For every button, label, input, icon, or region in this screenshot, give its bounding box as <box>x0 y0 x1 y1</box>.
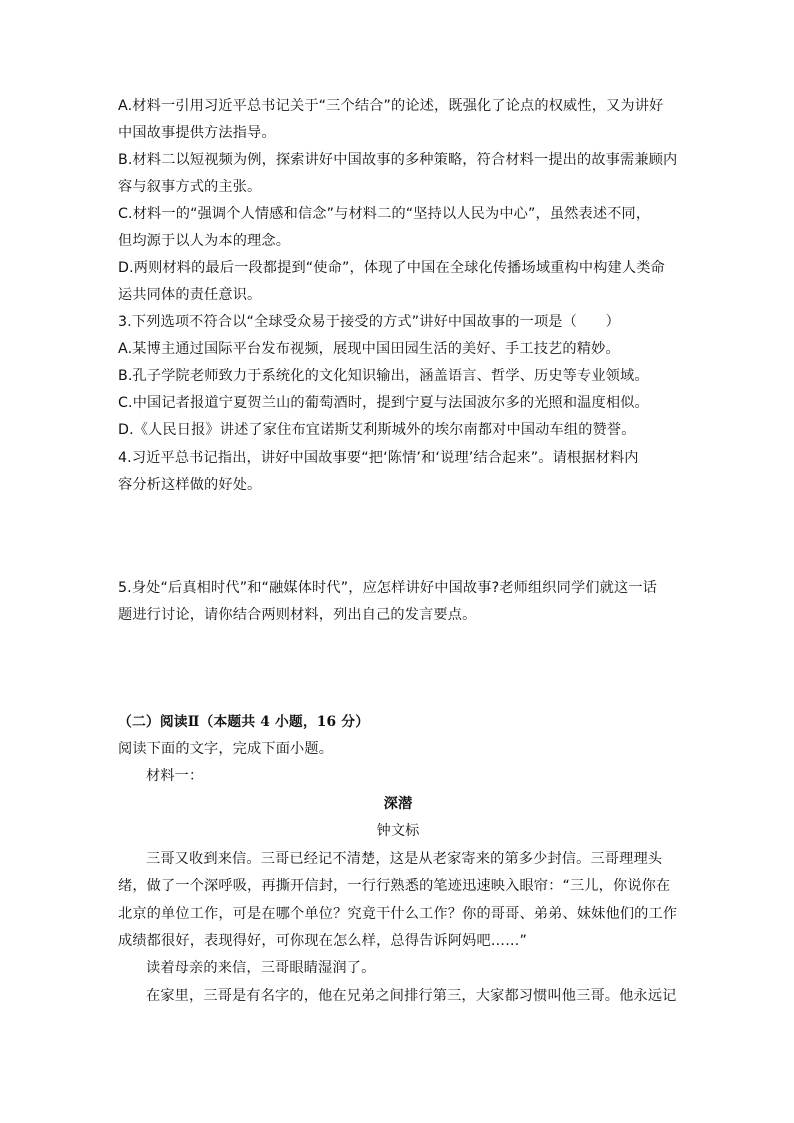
story-title: 深潜 <box>383 796 413 812</box>
q2-option-b-line1: B.材料二以短视频为例，探索讲好中国故事的多种策略，符合材料一提出的故事需兼顾内 <box>118 152 678 168</box>
q2-option-a-line1: A.材料一引用习近平总书记关于“三个结合”的论述，既强化了论点的权威性，又为讲好 <box>118 98 664 114</box>
q3-option-a: A.某博主通过国际平台发布视频，展现中国田园生活的美好、手工技艺的精妙。 <box>118 341 620 357</box>
story-paragraph-3: 在家里，三哥是有名字的，他在兄弟之间排行第三，大家都习惯叫他三哥。他永远记 <box>146 988 677 1004</box>
q2-option-d-line2: 运共同体的责任意识。 <box>118 287 262 303</box>
q3-stem: 3.下列选项不符合以“全球受众易于接受的方式”讲好中国故事的一项是（ ） <box>118 314 620 330</box>
material-label: 材料一： <box>146 768 204 784</box>
story-paragraph-2: 读着母亲的来信，三哥眼睛湿润了。 <box>146 960 376 976</box>
q3-option-b: B.孔子学院老师致力于系统化的文化知识输出，涵盖语言、哲学、历史等专业领域。 <box>118 368 649 384</box>
q2-option-b-line2: 容与叙事方式的主张。 <box>118 179 262 195</box>
q4-stem-line2: 容分析这样做的好处。 <box>118 477 262 493</box>
q5-stem-line1: 5.身处“后真相时代”和“融媒体时代”，应怎样讲好中国故事?老师组织同学们就这一话 <box>118 580 657 596</box>
q5-stem-line2: 题进行讨论，请你结合两则材料，列出自己的发言要点。 <box>118 607 477 623</box>
q2-option-c-line1: C.材料一的“强调个人情感和信念”与材料二的“坚持以人民为中心”，虽然表述不同， <box>118 206 651 222</box>
story-paragraph-1-line2: 绪，做了一个深呼吸，再撕开信封，一行行熟悉的笔迹迅速映入眼帘：“三儿，你说你在 <box>118 878 671 894</box>
q2-option-c-line2: 但均源于以人为本的理念。 <box>118 233 291 249</box>
q3-option-d: D.《人民日报》讲述了家住布宜诺斯艾利斯城外的埃尔南都对中国动车组的赞誉。 <box>118 422 636 438</box>
q4-stem-line1: 4.习近平总书记指出，讲好中国故事要“把‘陈情’和‘说理’结合起来”。请根据材料内 <box>118 450 639 466</box>
q2-option-d-line1: D.两则材料的最后一段都提到“使命”，体现了中国在全球化传播场域重构中构建人类命 <box>118 260 665 276</box>
story-paragraph-1-line4: 成绩都很好，表现得好，可你现在怎么样，总得告诉阿妈吧……” <box>118 933 527 949</box>
story-paragraph-1-line3: 北京的单位工作，可是在哪个单位？究竟干什么工作？你的哥哥、弟弟、妹妹他们的工作 <box>118 906 678 922</box>
section-heading: （二）阅读Ⅱ（本题共 4 小题，16 分） <box>118 714 370 730</box>
story-author: 钟文标 <box>376 823 420 839</box>
reading-instruction: 阅读下面的文字，完成下面小题。 <box>118 741 334 757</box>
story-paragraph-1-line1: 三哥又收到来信。三哥已经记不清楚，这是从老家寄来的第多少封信。三哥理理头 <box>146 851 663 867</box>
q3-option-c: C.中国记者报道宁夏贺兰山的葡萄酒时，提到宁夏与法国波尔多的光照和温度相似。 <box>118 395 649 411</box>
q2-option-a-line2: 中国故事提供方法指导。 <box>118 125 276 141</box>
